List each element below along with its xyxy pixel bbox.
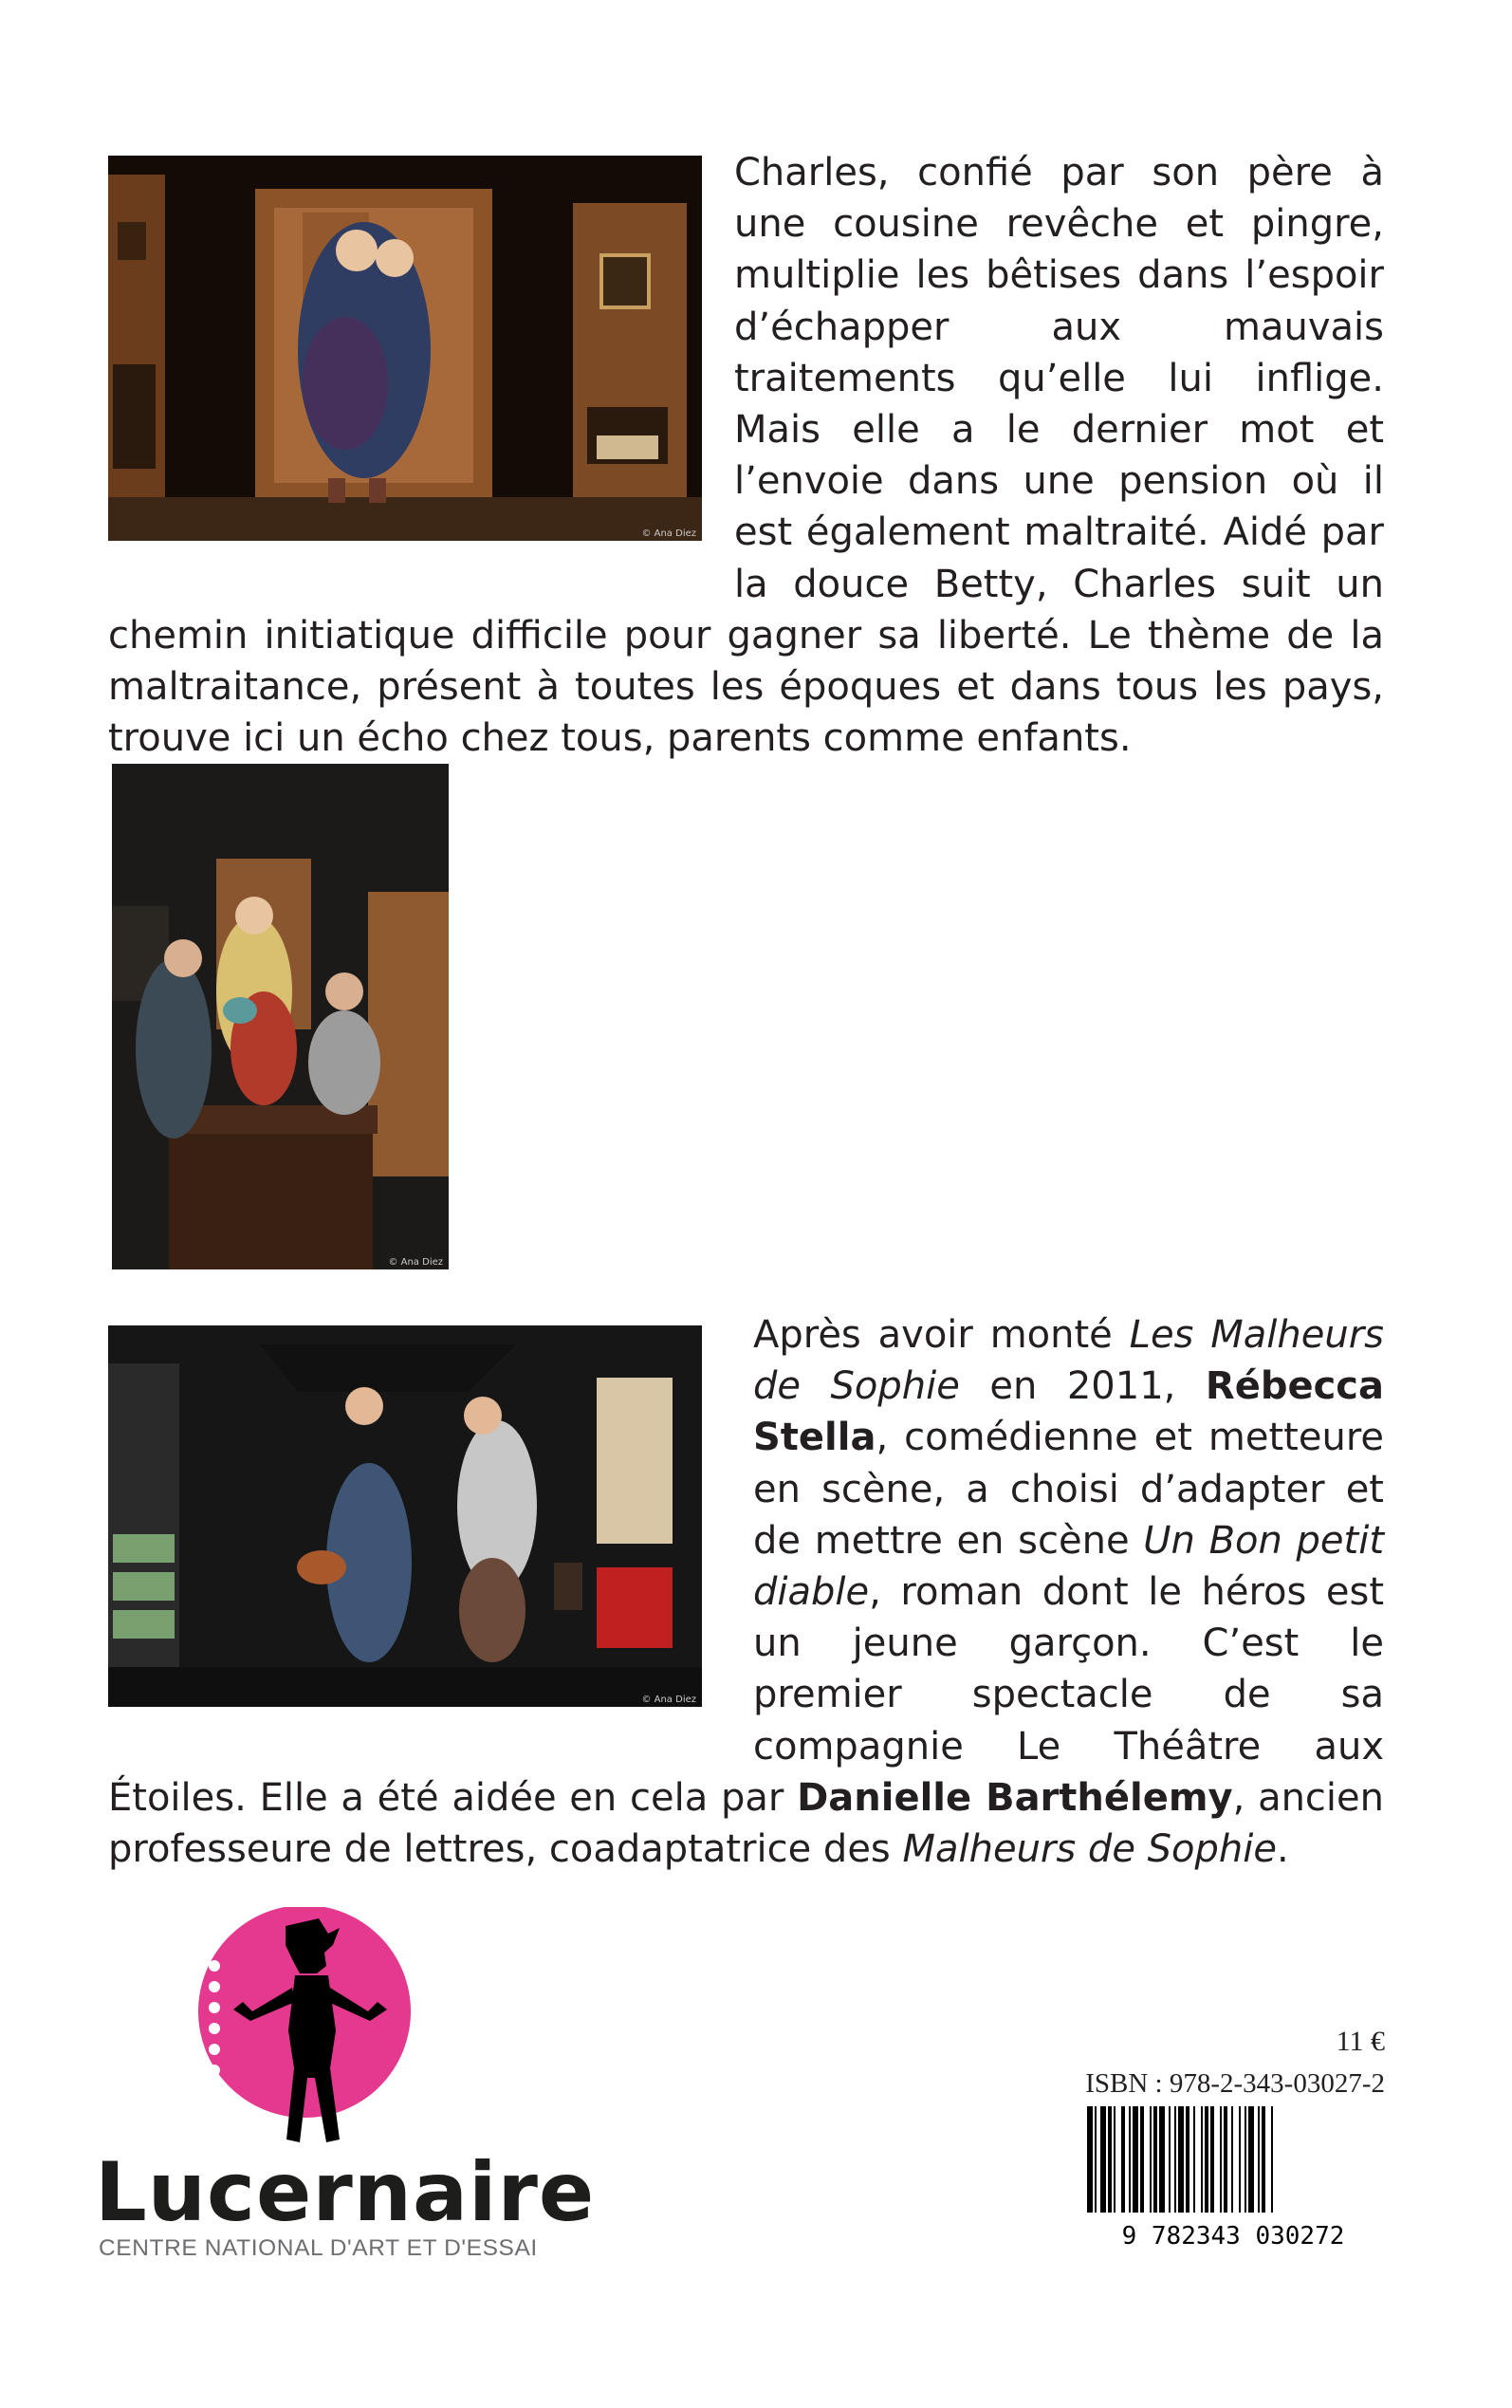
barcode-bar — [1210, 2106, 1214, 2213]
barcode-bar — [1245, 2106, 1246, 2213]
barcode-bar — [1178, 2106, 1184, 2213]
barcode-bar — [1248, 2106, 1254, 2213]
barcode-bar — [1150, 2106, 1152, 2213]
barcode-bar — [1174, 2106, 1176, 2213]
barcode-bar — [1114, 2106, 1116, 2213]
barcode-bar — [1220, 2106, 1222, 2213]
photo-1-wrap-space — [108, 147, 734, 559]
photo-stage-scene-2 — [112, 764, 449, 1269]
barcode-bar — [1108, 2106, 1112, 2213]
barcode-bars — [1087, 2106, 1273, 2213]
author-text-4: , roman dont le héros est un jeune garçon. C’est le premier spectacle de sa compagnie Le Théâtre aux Étoiles. Elle a été aidée en cela par — [108, 1570, 1384, 1820]
barcode-digits: 9 782343 030272 — [1121, 2222, 1345, 2249]
author-text-1: Après avoir monté — [753, 1313, 1130, 1357]
photo-credit: © Ana Diez — [641, 1695, 696, 1705]
author-paragraph — [108, 1309, 1384, 1875]
barcode-bar — [1224, 2106, 1227, 2213]
author-text-6: . — [1276, 1827, 1289, 1872]
barcode-bar — [1129, 2106, 1131, 2213]
coauthor-name-bold: Danielle Barthélemy — [797, 1775, 1233, 1820]
barcode-bar — [1133, 2106, 1138, 2213]
photo-3-wrap-space — [108, 1309, 753, 1721]
barcode-bar — [1271, 2106, 1273, 2213]
author-title-italic-2: Un Bon petit diable — [753, 1518, 1385, 1615]
barcode-bar — [1159, 2106, 1165, 2213]
author-name-bold: Rébecca Stella — [753, 1364, 1384, 1460]
barcode-bar — [1100, 2106, 1106, 2213]
author-text-2: en 2011, — [959, 1364, 1206, 1409]
barcode-bar — [1087, 2106, 1093, 2213]
barcode-bar — [1201, 2106, 1203, 2213]
barcode-bar — [1140, 2106, 1144, 2213]
barcode-bar — [1169, 2106, 1171, 2213]
author-text-3: , comédienne et metteure en scène, a choisi d’adapter et de mettre en scène — [753, 1416, 1384, 1563]
synopsis-paragraph — [108, 147, 1384, 764]
photo-credit: © Ana Diez — [641, 528, 696, 539]
author-title-italic-3: Malheurs de Sophie — [902, 1827, 1277, 1872]
barcode-bar — [1186, 2106, 1189, 2213]
barcode-bar — [1095, 2106, 1097, 2213]
barcode-bar — [1121, 2106, 1125, 2213]
price-label: 11 € — [1336, 2026, 1385, 2057]
photo-credit: © Ana Diez — [388, 1257, 443, 1268]
barcode-bar — [1258, 2106, 1260, 2213]
barcode-bar — [1262, 2106, 1265, 2213]
barcode-bar — [1193, 2106, 1195, 2213]
isbn-label: ISBN : 978-2-343-03027-2 — [1085, 2068, 1385, 2099]
lucernaire-wordmark: Lucernaire — [95, 2145, 596, 2240]
lucernaire-tagline: CENTRE NATIONAL D'ART ET D'ESSAI — [99, 2235, 538, 2261]
barcode-bar — [1153, 2106, 1157, 2213]
synopsis-text: Charles, confié par son père à une cousine revêche et pingre, multiplie les bêtises dans l’espoir d’échapper aux mauvais traitements qu’elle lui inflige. Mais elle a le dernier mot et l’envoie dans une pension où il est également maltraité. Aidé par la douce Betty, Charles suit un chemin initiatique difficile pour gagner sa liberté. Le thème de la maltraitance, présent à toutes les époques et dans tous les pays, trouve ici un écho chez tous, parents comme enfants. — [108, 151, 1384, 761]
author-title-italic-1: Les Malheurs de Sophie — [753, 1313, 1384, 1409]
barcode-bar — [1231, 2106, 1233, 2213]
barcode-bar — [1205, 2106, 1208, 2213]
stage-scene-2-drawing — [112, 764, 449, 1269]
barcode-icon — [1081, 2106, 1385, 2249]
author-text-5: , ancien professeure de lettres, coadaptatrice des — [108, 1775, 1384, 1872]
barcode-bar — [1239, 2106, 1241, 2213]
